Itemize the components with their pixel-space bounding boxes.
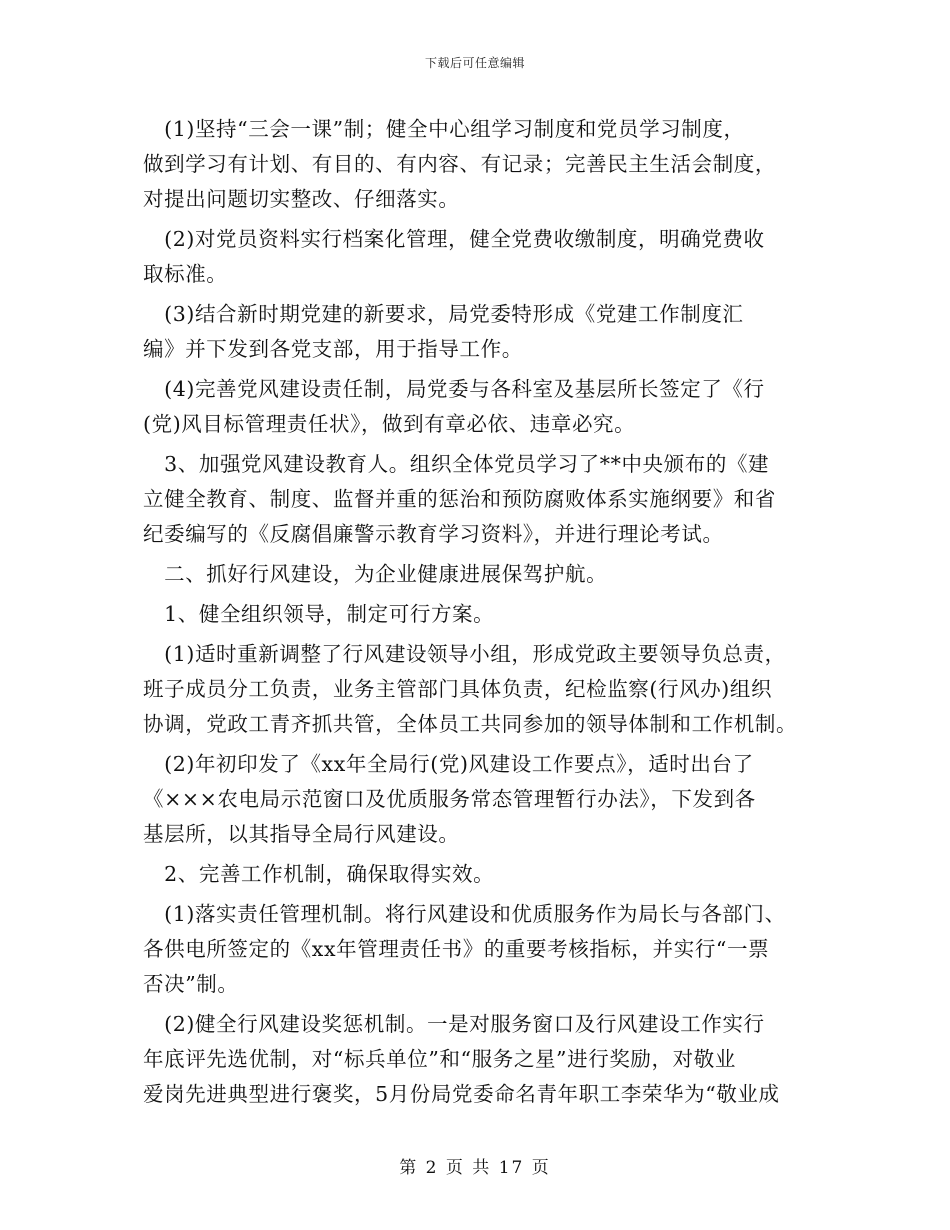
text-line: (3)结合新时期党建的新要求，局党委特形成《党建工作制度汇 <box>143 302 744 326</box>
text-line: (2)对党员资料实行档案化管理，健全党费收缴制度，明确党费收 <box>143 227 765 251</box>
text-line: 《×××农电局示范窗口及优质服务常态管理暂行办法》，下发到各 <box>143 787 756 811</box>
text-line: (2)健全行风建设奖惩机制。一是对服务窗口及行风建设工作实行 <box>143 1012 765 1036</box>
text-line: (4)完善党风建设责任制，局党委与各科室及基层所长签定了《行 <box>143 377 765 401</box>
text-line: 班子成员分工负责，业务主管部门具体负责，纪检监察(行风办)组织 <box>143 677 773 701</box>
text-line: 3、加强党风建设教育人。组织全体党员学习了**中央颁布的《建 <box>143 452 770 476</box>
text-line: 做到学习有计划、有目的、有内容、有记录；完善民主生活会制度， <box>143 152 776 176</box>
text-line: 纪委编写的《反腐倡廉警示教育学习资料》，并进行理论考试。 <box>143 522 724 546</box>
page-header: 下载后可任意编辑 <box>424 56 525 70</box>
text-line: 立健全教育、制度、监督并重的惩治和预防腐败体系实施纲要》和省 <box>143 487 776 511</box>
text-line: 对提出问题切实整改、仔细落实。 <box>143 187 460 211</box>
text-line: 基层所，以其指导全局行风建设。 <box>143 822 460 846</box>
text-line: 爱岗先进典型进行褒奖，5月份局党委命名青年职工李荣华为“敬业成 <box>143 1082 780 1106</box>
text-line: 取标准。 <box>143 262 228 286</box>
text-line: 协调，党政工青齐抓共管，全体员工共同参加的领导体制和工作机制。 <box>143 712 798 736</box>
subsection-heading: 1、健全组织领导，制定可行方案。 <box>143 602 495 626</box>
text-line: 否决”制。 <box>143 972 239 996</box>
text-line: (党)风目标管理责任状》，做到有章必依、违章必究。 <box>143 412 636 436</box>
page-footer: 第 2 页 共 17 页 <box>399 1158 551 1178</box>
text-line: 编》并下发到各党支部，用于指导工作。 <box>143 337 523 361</box>
text-line: 年底评先选优制，对“标兵单位”和“服务之星”进行奖励，对敬业 <box>143 1047 736 1071</box>
document-body <box>143 104 811 1107</box>
text-line: (2)年初印发了《xx年全局行(党)风建设工作要点》，适时出台了 <box>143 752 754 776</box>
text-line: (1)落实责任管理机制。将行风建设和优质服务作为局长与各部门、 <box>143 902 786 926</box>
section-heading: 二、抓好行风建设，为企业健康进展保驾护航。 <box>143 562 608 586</box>
text-line: (1)适时重新调整了行风建设领导小组，形成党政主要领导负总责， <box>143 642 786 666</box>
subsection-heading: 2、完善工作机制，确保取得实效。 <box>143 862 495 886</box>
text-line: (1)坚持“三会一课”制；健全中心组学习制度和党员学习制度， <box>143 117 745 141</box>
text-line: 各供电所签定的《xx年管理责任书》的重要考核指标，并实行“一票 <box>143 937 770 961</box>
